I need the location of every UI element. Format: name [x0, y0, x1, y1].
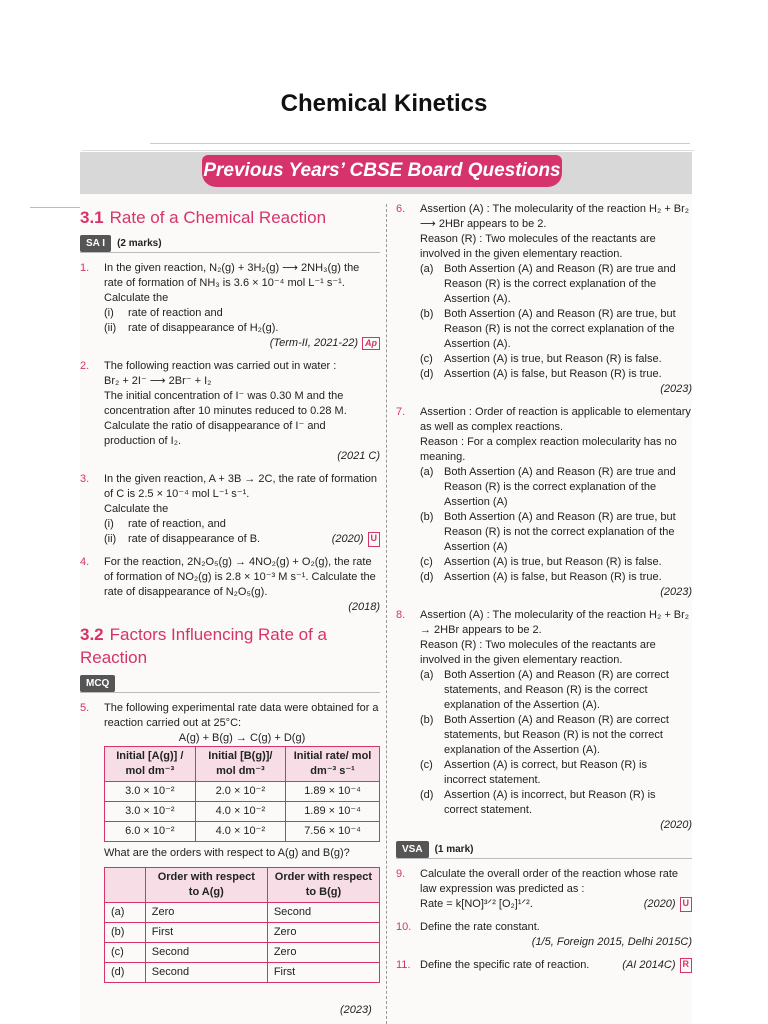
- divider-line: [150, 143, 690, 144]
- source-citation: (2020): [643, 898, 676, 910]
- question-11: 11. Define the specific rate of reaction. (AI 2014C) R: [396, 958, 692, 973]
- rate-data-table: Initial [A(g)] / mol dm⁻³ Initial [B(g)]/ mol dm⁻³ Initial rate/ mol dm⁻³ s⁻¹ 3.0 × 10⁻² 2.0 × 10⁻² 1.89 × 10⁻⁴ 3.0 × 10⁻² 4.0 × 10⁻² 1.89 × 10⁻⁴ 6.0 × 10⁻² 4.0 × 10⁻² 7.56 × 10⁻⁴: [104, 746, 380, 842]
- book-page: [80, 152, 692, 1024]
- difficulty-badge: U: [680, 897, 693, 912]
- marks-note: (2 marks): [117, 238, 162, 249]
- table-row: 3.0 × 10⁻² 2.0 × 10⁻² 1.89 × 10⁻⁴: [105, 782, 380, 802]
- banner-title: Previous Years’ CBSE Board Questions: [202, 155, 562, 187]
- difficulty-badge: R: [680, 958, 693, 973]
- section-tag: VSA: [396, 841, 429, 858]
- banner: [80, 152, 692, 194]
- source-citation: (2020): [331, 533, 364, 545]
- marks-note: (1 mark): [434, 844, 474, 855]
- question-10: 10. Define the rate constant. (1/5, Foreign 2015, Delhi 2015C): [396, 921, 692, 948]
- table-row: (b) First Zero: [105, 923, 380, 943]
- difficulty-badge: U: [368, 532, 381, 547]
- question-2: 2. The following reaction was carried out in water : Br₂ + 2I⁻ ⟶ 2Br⁻ + I₂ The initial concentration of I⁻ was 0.30 M and the concentration after 10 minutes reduced to 0.28 M. Calculate the ratio of disappearance of I⁻ and production of I₂. (2021 C): [80, 360, 380, 462]
- table-row: (a) Zero Second: [105, 903, 380, 923]
- right-column: [396, 202, 692, 981]
- source-citation: (1/5, Foreign 2015, Delhi 2015C): [531, 936, 692, 948]
- page-title: Chemical Kinetics: [280, 90, 488, 117]
- divider-line: [30, 207, 82, 208]
- order-options-table: Order with respect to A(g) Order with respect to B(g) (a) Zero Second (b) First Zero (c) Second Zero (d) Second First: [104, 867, 380, 983]
- table-row: (c) Second Zero: [105, 943, 380, 963]
- source-citation: (2020): [660, 819, 692, 831]
- question-1: 1. In the given reaction, N₂(g) + 3H₂(g) ⟶ 2NH₃(g) the rate of formation of NH₃ is 3.6 × 10⁻⁴ mol L⁻¹ s⁻¹. Calculate the (i) rate of reaction and (ii) rate of disappearance of H₂(g). (Term-II, 2021-22) Ap: [80, 261, 380, 351]
- source-citation: (Term-II, 2021-22) Ap: [104, 336, 380, 351]
- source-citation: (AI 2014C): [622, 959, 676, 971]
- question-8: 8. Assertion (A) : The molecularity of the reaction H₂ + Br₂ → 2HBr appears to be 2. Reason (R) : Two molecules of the reactants are involved in the given elementary reaction. (a) Both Assertion (A) and Reason (R) are correct statements, and Reason (R) is the correct explanation of the Assertion (A). (b) Both Assertion (A) and Reason (R) are correct statements, but Reason (R) is not the correct explanation of the Assertion (A). (c) Assertion (A) is correct, but Reason (R) is incorrect statement. (d) Assertion (A) is incorrect, but Reason (R) is correct statement. (2020): [396, 609, 692, 831]
- question-9: 9. Calculate the overall order of the reaction whose rate law expression was predicted as : Rate = k[NO]³ᐟ² [O₂]¹ᐟ². (2020) U: [396, 867, 692, 912]
- table-row: 3.0 × 10⁻² 4.0 × 10⁻² 1.89 × 10⁻⁴: [105, 802, 380, 822]
- section-tag: MCQ: [80, 675, 115, 692]
- source-citation: (2021 C): [337, 450, 380, 462]
- column-divider: [386, 204, 387, 1024]
- question-3: 3. In the given reaction, A + 3B → 2C, the rate of formation of C is 2.5 × 10⁻⁴ mol L⁻¹ s⁻¹. Calculate the (i) rate of reaction, and (ii) rate of disappearance of B. (2020) U: [80, 472, 380, 547]
- section-heading: 3.1 Rate of a Chemical Reaction: [80, 208, 327, 227]
- question-5-prompt: What are the orders with respect to A(g) and B(g)?: [104, 847, 350, 859]
- source-citation: (2023): [660, 383, 692, 395]
- left-column: [80, 202, 380, 983]
- source-citation: (2023): [660, 586, 692, 598]
- question-4: 4. For the reaction, 2N₂O₅(g) → 4NO₂(g) + O₂(g), the rate of formation of NO₂(g) is 2.8 × 10⁻³ M s⁻¹. Calculate the rate of disappearance of N₂O₅(g). (2018): [80, 556, 380, 613]
- source-citation: (2023): [340, 1004, 372, 1016]
- question-6: 6. Assertion (A) : The molecularity of the reaction H₂ + Br₂ ⟶ 2HBr appears to be 2. Reason (R) : Two molecules of the reactants are involved in the given elementary reaction. (a) Both Assertion (A) and Reason (R) are true and Reason (R) is the correct explanation of the Assertion (A). (b) Both Assertion (A) and Reason (R) are true, but Reason (R) is not the correct explanation of the Assertion (A). (c) Assertion (A) is true, but Reason (R) is false. (d) Assertion (A) is false, but Reason (R) is true. (2023): [396, 203, 692, 395]
- source-citation: (2018): [348, 601, 380, 613]
- table-row: 6.0 × 10⁻² 4.0 × 10⁻² 7.56 × 10⁻⁴: [105, 822, 380, 842]
- question-5: 5. The following experimental rate data were obtained for a reaction carried out at 25°C: A(g) + B(g) → C(g) + D(g): [80, 702, 379, 744]
- question-7: 7. Assertion : Order of reaction is applicable to elementary as well as complex reactions. Reason : For a complex reaction molecularity has no meaning. (a) Both Assertion (A) and Reason (R) are true and Reason (R) is the correct explanation of the Assertion (A) (b) Both Assertion (A) and Reason (R) are true, but Reason (R) is not the correct explanation of the Assertion (A) (c) Assertion (A) is true, but Reason (R) is false. (d) Assertion (A) is false, but Reason (R) is true. (2023): [396, 406, 692, 598]
- vsa-header: [396, 841, 692, 859]
- section-heading: 3.2 Factors Influencing Rate of a Reaction: [80, 625, 327, 667]
- difficulty-badge: Ap: [362, 337, 380, 350]
- sa1-header: [80, 235, 380, 253]
- mcq-header: [80, 675, 380, 693]
- table-row: (d) Second First: [105, 963, 380, 983]
- section-tag: SA I: [80, 235, 111, 252]
- divider-line: [82, 150, 694, 151]
